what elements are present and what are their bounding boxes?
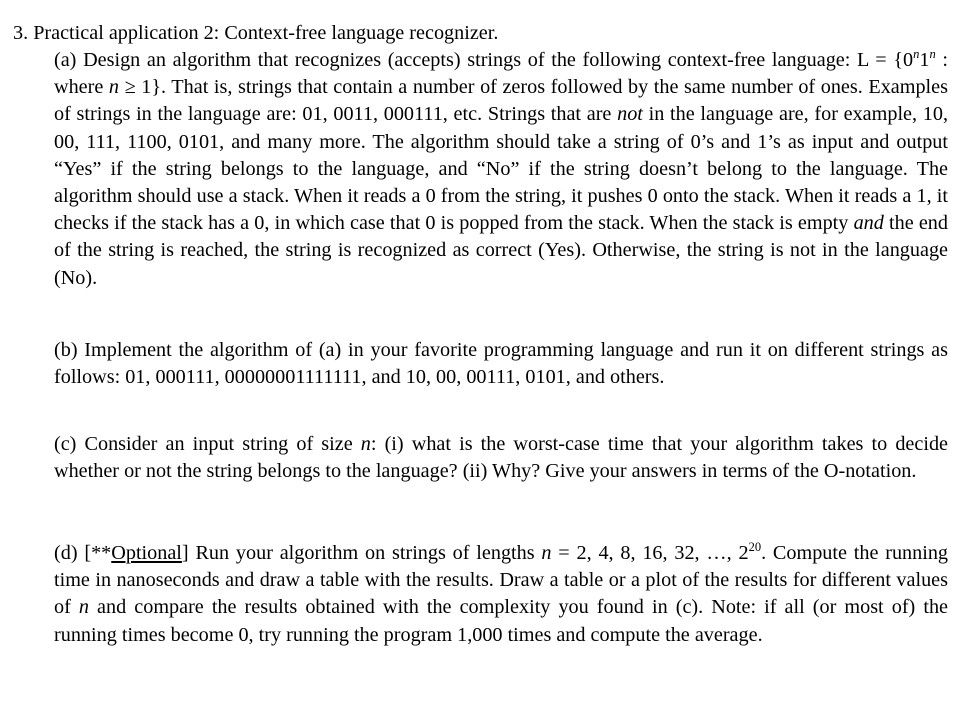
question-heading: 3. Practical application 2: Context-free language recognizer.: [13, 22, 499, 44]
variable-n: n: [541, 542, 552, 564]
part-d-text-5: and compare the results obtained with the complexity you found in (c). Note: if all (or most of) the running times become 0, try running the program 1,000 times and compute the average.: [54, 596, 948, 646]
part-a-text-1: (a) Design an algorithm that recognizes (accepts) strings of the following context-free language: L = {0: [54, 49, 914, 71]
emphasis-not: not: [617, 103, 643, 126]
part-a-paragraph: [54, 47, 948, 292]
part-d-text-3: = 2, 4, 8, 16, 32, …, 2: [551, 542, 749, 564]
exponent-20: 20: [748, 539, 762, 554]
superscript-n-1: n: [913, 46, 920, 61]
part-a-text-3: : where: [54, 49, 949, 99]
part-b-paragraph: (b) Implement the algorithm of (a) in your favorite programming language and run it on different strings as follows: 01, 000111, 00000001111111, and 10, 00, 00111, 0101, and others.: [54, 339, 948, 389]
part-d-text-1: (d) [**: [54, 542, 112, 564]
part-d-text-2: ] Run your algorithm on strings of lengths: [181, 542, 542, 564]
superscript-n-2: n: [929, 46, 936, 61]
part-d-text-4: . Compute the running time in nanoseconds and draw a table with the results. Draw a table or a plot of the results for different values of: [54, 542, 949, 619]
part-a-text-5: in the language are, for example, 10, 00, 111, 1100, 0101, and many more. The algorithm should take a string of 0’s and 1’s as input and output “Yes” if the string belongs to the language, and “No” if the string doesn’t belong to the language. The algorithm should use a stack. When it reads a 0 from the string, it pushes 0 onto the stack. When it reads a 1, it checks if the stack has a 0, in which case that 0 is popped from the stack. When the stack is empty: [54, 103, 949, 235]
variable-n: n: [78, 596, 89, 619]
part-c-paragraph: [54, 431, 948, 485]
part-a-text-6: the end of the string is reached, the string is recognized as correct (Yes). Otherwise, the string is not in the language (No).: [54, 212, 948, 289]
part-a-text-2: 1: [919, 49, 930, 71]
part-c-text-2: : (i) what is the worst-case time that your algorithm takes to decide whether or not the string belongs to the language? (ii) Why? Give your answers in terms of the O-notation.: [54, 433, 948, 483]
variable-n: n: [360, 433, 371, 455]
emphasis-and: and: [853, 212, 884, 235]
optional-label: Optional: [111, 542, 182, 564]
variable-n: n: [108, 76, 119, 99]
part-d-paragraph: [54, 540, 948, 649]
part-c-text-1: (c) Consider an input string of size: [54, 433, 361, 455]
part-a-text-4: ≥ 1}. That is, strings that contain a number of zeros followed by the same number of ones. Examples of strings in the language are: 01, 0011, 000111, etc. Strings that are: [54, 76, 948, 126]
